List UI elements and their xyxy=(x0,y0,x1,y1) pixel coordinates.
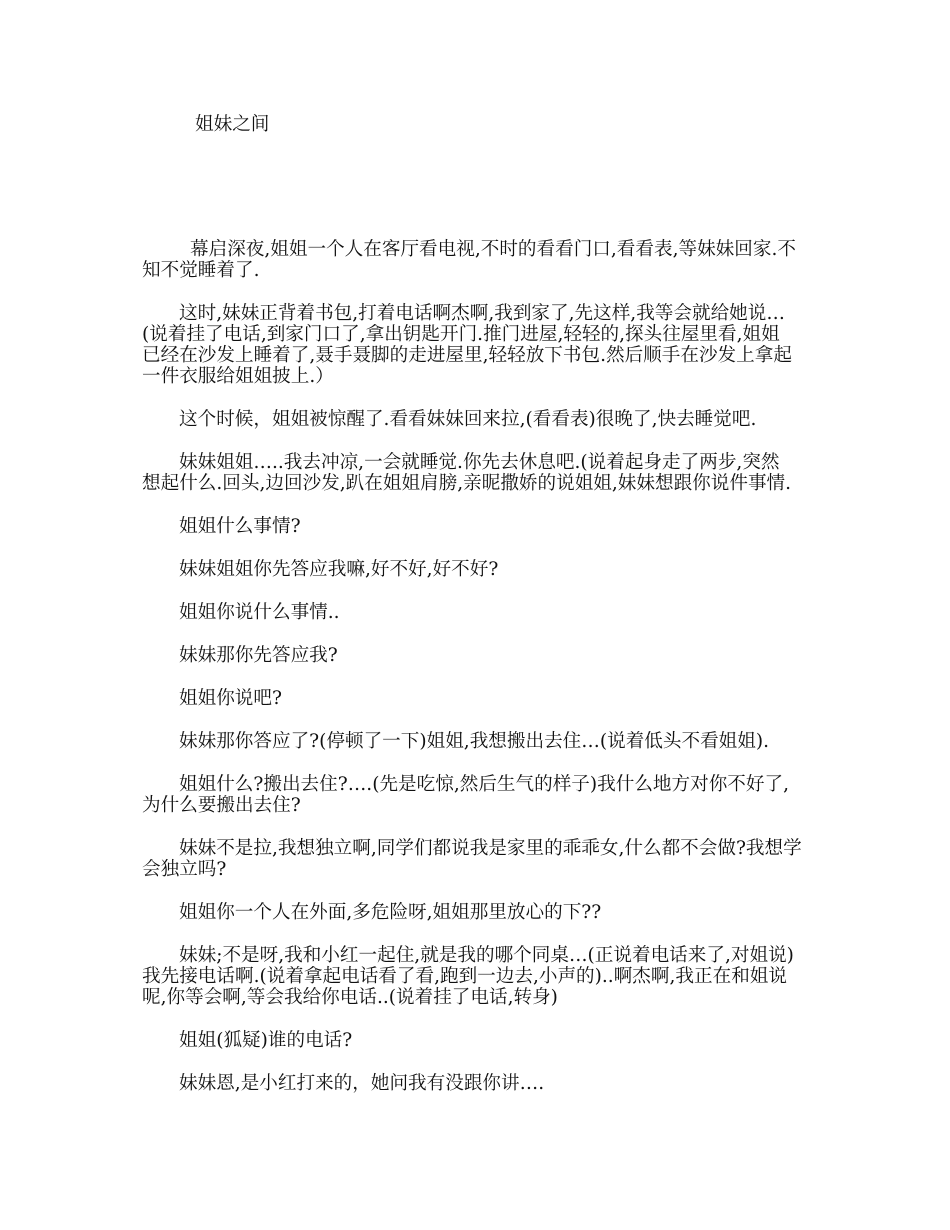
dialogue-paragraph xyxy=(142,409,824,430)
paragraph-line: 妹妹姐姐…..我去冲凉,一会就睡觉.你先去休息吧.(说着起身走了两步,突然 xyxy=(179,452,780,473)
dialogue-paragraph xyxy=(142,645,824,666)
stage-direction-paragraph xyxy=(142,303,824,387)
document-title: 姐妹之间 xyxy=(195,114,270,135)
dialogue-paragraph xyxy=(142,731,824,752)
dialogue-paragraph xyxy=(142,902,824,923)
paragraph-line: 妹妹姐姐你先答应我嘛,好不好,好不好? xyxy=(179,559,499,580)
paragraph-line: 一件衣服给姐姐披上.） xyxy=(142,366,334,387)
paragraph-line: 呢,你等会啊,等会我给你电话..(说着挂了电话,转身) xyxy=(142,987,558,1008)
dialogue-paragraph xyxy=(142,1030,824,1051)
stage-direction-paragraph xyxy=(142,239,824,281)
paragraph-line: 已经在沙发上睡着了,聂手聂脚的走进屋里,轻轻放下书包.然后顺手在沙发上拿起 xyxy=(142,345,792,366)
paragraph-line: 姐姐(狐疑)谁的电话? xyxy=(179,1030,353,1051)
paragraph-line: 妹妹恩,是小红打来的，她问我有没跟你讲…. xyxy=(179,1073,545,1094)
dialogue-paragraph xyxy=(142,838,824,880)
paragraph-line: 我先接电话啊.(说着拿起电话看了看,跑到一边去,小声的)..啊杰啊,我正在和姐说 xyxy=(142,966,787,987)
dialogue-paragraph xyxy=(142,688,824,709)
paragraph-line: (说着挂了电话,到家门口了,拿出钥匙开门.推门进屋,轻轻的,探头往屋里看,姐姐 xyxy=(142,324,780,345)
paragraph-line: 知不觉睡着了. xyxy=(142,260,260,281)
dialogue-paragraph xyxy=(142,559,824,580)
dialogue-paragraph xyxy=(142,945,824,1008)
paragraph-line: 姐姐什么?搬出去住?….(先是吃惊,然后生气的样子)我什么地方对你不好了, xyxy=(179,774,789,795)
dialogue-paragraph xyxy=(142,452,824,494)
paragraph-line: 妹妹那你先答应我? xyxy=(179,645,338,666)
paragraph-line: 会独立吗? xyxy=(142,859,227,880)
paragraph-line: 妹妹;不是呀,我和小红一起住,就是我的哪个同桌…(正说着电话来了,对姐说) xyxy=(179,945,794,966)
dialogue-paragraph xyxy=(142,774,824,816)
paragraph-line: 妹妹不是拉,我想独立啊,同学们都说我是家里的乖乖女,什么都不会做?我想学 xyxy=(179,838,802,859)
dialogue-paragraph xyxy=(142,1073,824,1094)
paragraph-line: 想起什么.回头,边回沙发,趴在姐姐肩膀,亲昵撒娇的说姐姐,妹妹想跟你说件事情. xyxy=(142,473,792,494)
paragraph-line: 姐姐你说什么事情.. xyxy=(179,602,340,623)
paragraph-line: 姐姐你一个人在外面,多危险呀,姐姐那里放心的下?? xyxy=(179,902,602,923)
paragraph-line: 这时,妹妹正背着书包,打着电话啊杰啊,我到家了,先这样,我等会就给她说… xyxy=(179,303,785,324)
paragraph-line: 姐姐你说吧? xyxy=(179,688,282,709)
dialogue-paragraph xyxy=(142,602,824,623)
document-body xyxy=(142,239,824,1116)
dialogue-paragraph xyxy=(142,516,824,537)
paragraph-line: 姐姐什么事情? xyxy=(179,516,301,537)
paragraph-line: 这个时候，姐姐被惊醒了.看看妹妹回来拉,(看看表)很晚了,快去睡觉吧. xyxy=(179,409,757,430)
paragraph-line: 幕启深夜,姐姐一个人在客厅看电视,不时的看看门口,看看表,等妹妹回家.不 xyxy=(190,239,796,260)
paragraph-line: 妹妹那你答应了?(停顿了一下)姐姐,我想搬出去住…(说着低头不看姐姐). xyxy=(179,731,770,752)
paragraph-line: 为什么要搬出去住? xyxy=(142,795,301,816)
